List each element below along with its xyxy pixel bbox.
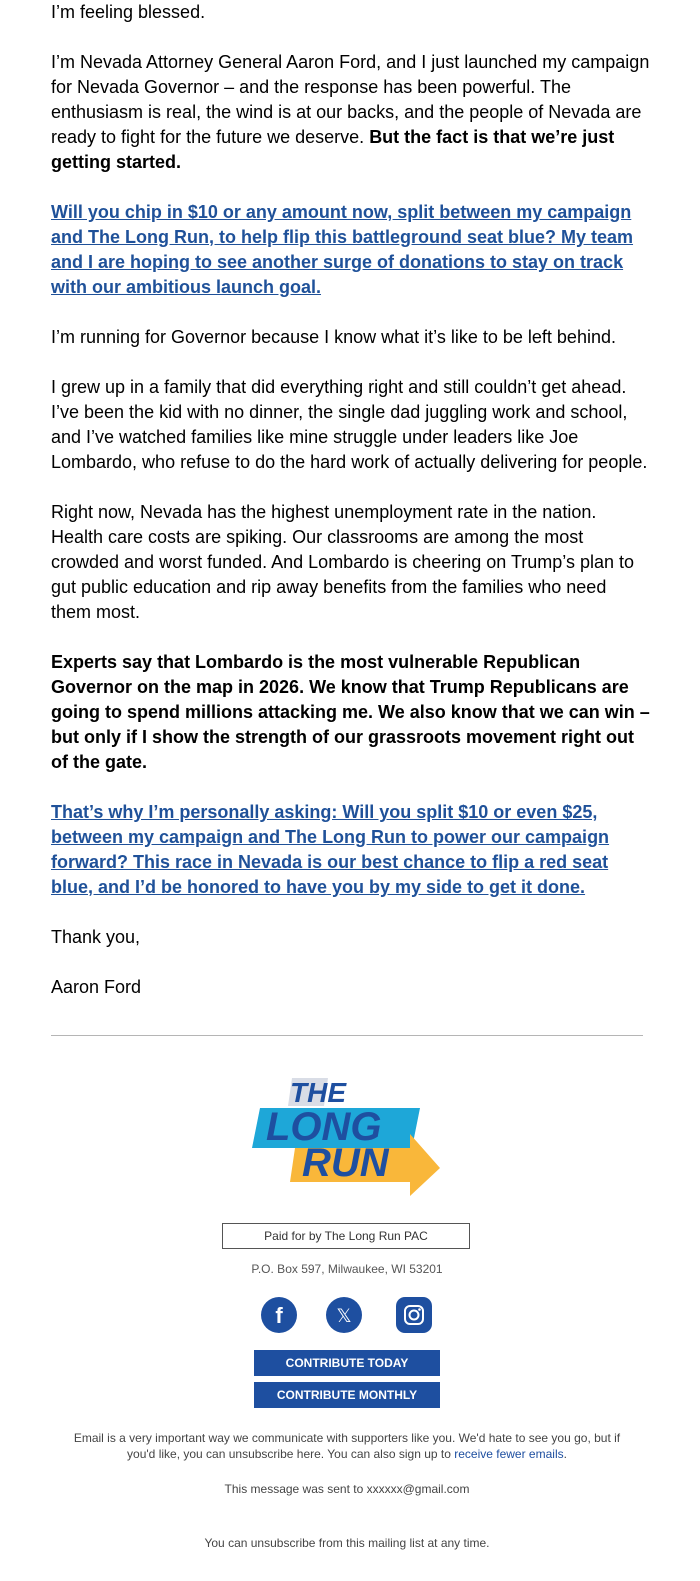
sent-to-note xyxy=(60,1481,634,1497)
email-note-text: Email is a very important way we communicate with supporters like you. We'd hate to see you go, but if you'd like, you can unsubscribe here. You can also sign up to xyxy=(73,1431,621,1461)
intro-paragraph xyxy=(51,50,651,175)
email-note-end: . xyxy=(563,1447,567,1461)
facebook-link[interactable] xyxy=(260,1296,298,1334)
signature: Aaron Ford xyxy=(51,977,142,997)
intro-bold-text: But the fact is that we’re just getting started. xyxy=(51,127,615,172)
signoff: Thank you, xyxy=(51,927,141,947)
email-preferences-note xyxy=(60,1430,634,1462)
paragraph-running: I’m running for Governor because I know what it’s like to be left behind. xyxy=(51,327,616,347)
greeting: I’m feeling blessed. xyxy=(51,2,206,22)
intro-text: I’m Nevada Attorney General Aaron Ford, and I just launched my campaign for Nevada Governor – and the response has been powerful. The enthusiasm is real, the wind is at our backs, and the people of Nevada are ready to fight for the future we deserve. xyxy=(51,52,650,147)
paragraph-background: I grew up in a family that did everything right and still couldn’t get ahead. I’ve been the kid with no dinner, the single dad juggling work and school, and I’ve watched families like mine struggle under leaders like Joe Lombardo, who refuse to do the hard work of actually delivering for people. xyxy=(51,377,648,472)
contribute-today-button[interactable]: CONTRIBUTE TODAY xyxy=(254,1350,440,1376)
logo-text-run: RUN xyxy=(302,1141,389,1185)
x-link[interactable] xyxy=(325,1296,363,1334)
logo-text-long: LONG xyxy=(266,1105,382,1149)
paid-for-disclaimer: Paid for by The Long Run PAC xyxy=(222,1223,470,1249)
mailing-address: P.O. Box 597, Milwaukee, WI 53201 xyxy=(251,1262,443,1276)
instagram-icon xyxy=(396,1297,432,1333)
x-glyph: 𝕏 xyxy=(336,1305,352,1327)
paragraph-experts: Experts say that Lombardo is the most vulnerable Republican Governor on the map in 2026. We know that Trump Republicans are going to spend millions attacking me. We also know that we can win – but only if I show the strength of our grassroots movement right out of the gate. xyxy=(51,652,650,772)
instagram-link[interactable] xyxy=(395,1296,433,1334)
logo-text-the: THE xyxy=(290,1077,346,1108)
contribute-monthly-button[interactable]: CONTRIBUTE MONTHLY xyxy=(254,1382,440,1408)
receive-fewer-emails-link[interactable]: receive fewer emails xyxy=(454,1447,564,1461)
donate-ask-link-2[interactable]: That’s why I’m personally asking: Will you split $10 or even $25, between my campaign and The Long Run to power our campaign forward? This race in Nevada is our best chance to flip a red seat blue, and I’d be honored to have you by my side to get it done. xyxy=(51,802,610,897)
unsubscribe-note: You can unsubscribe from this mailing list at any time. xyxy=(204,1536,490,1550)
paragraph-nevada-issues: Right now, Nevada has the highest unemployment rate in the nation. Health care costs are spiking. Our classrooms are among the most crowded and worst funded. And Lombardo is cheering on Trump’s plan to gut public education and rip away benefits from the families who need them most. xyxy=(51,502,635,622)
recipient-email: xxxxxx@gmail.com xyxy=(366,1482,470,1496)
instagram-dot xyxy=(418,1308,421,1311)
sent-to-label: This message was sent to xyxy=(224,1482,367,1496)
donate-ask-link-1[interactable]: Will you chip in $10 or any amount now, split between my campaign and The Long Run, to help flip this battleground seat blue? My team and I are hoping to see another surge of donations to stay on track with our ambitious launch goal. xyxy=(51,202,634,297)
the-long-run-logo[interactable] xyxy=(250,1068,450,1208)
footer-divider xyxy=(51,1035,643,1036)
facebook-glyph: f xyxy=(275,1303,283,1328)
